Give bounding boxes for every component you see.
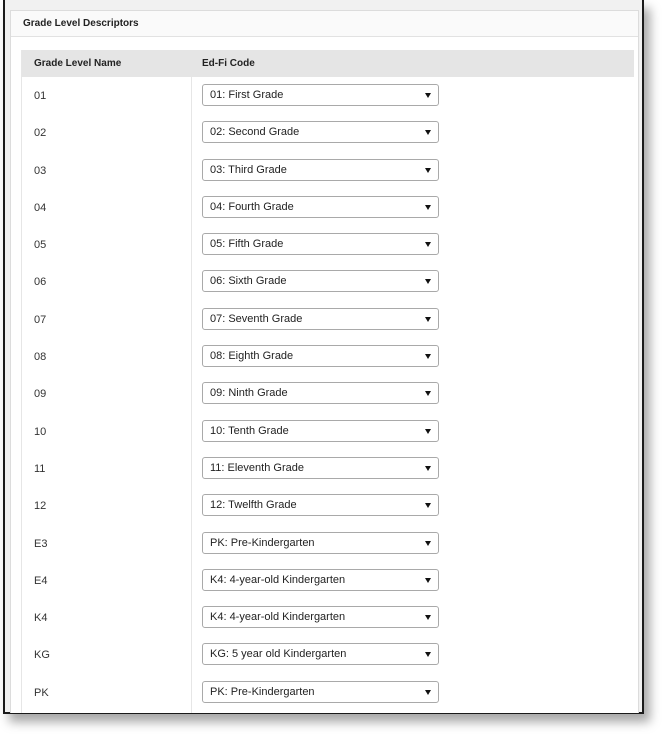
ed-fi-code-selected-value: KG: 5 year old Kindergarten	[210, 648, 347, 661]
ed-fi-code-dropdown[interactable]	[202, 159, 439, 181]
grade-level-name: 11	[34, 462, 46, 475]
chevron-down-icon	[425, 578, 431, 583]
chevron-down-icon	[425, 615, 431, 620]
ed-fi-code-selected-value: PK: Pre-Kindergarten	[210, 685, 315, 698]
column-header-ed-fi-code: Ed-Fi Code	[202, 58, 255, 69]
chevron-down-icon	[425, 93, 431, 98]
chevron-down-icon	[425, 466, 431, 471]
ed-fi-code-dropdown[interactable]	[202, 270, 439, 292]
chevron-down-icon	[425, 168, 431, 173]
grade-level-name: 09	[34, 388, 47, 401]
grade-level-name: KG	[34, 649, 50, 662]
window-frame	[3, 0, 644, 714]
ed-fi-code-selected-value: K4: 4-year-old Kindergarten	[210, 573, 346, 586]
grade-level-name: 02	[34, 127, 47, 140]
chevron-down-icon	[425, 652, 431, 657]
chevron-down-icon	[425, 541, 431, 546]
table-row	[22, 450, 634, 487]
table-row	[22, 525, 634, 562]
ed-fi-code-dropdown[interactable]	[202, 382, 439, 404]
table-row	[22, 77, 634, 114]
grade-level-name: E3	[34, 537, 48, 550]
table-body	[22, 77, 634, 711]
ed-fi-code-selected-value: 10: Tenth Grade	[210, 424, 289, 437]
ed-fi-code-dropdown[interactable]	[202, 233, 439, 255]
ed-fi-code-selected-value: 04: Fourth Grade	[210, 200, 294, 213]
chevron-down-icon	[425, 503, 431, 508]
grade-level-name: 06	[34, 276, 47, 289]
ed-fi-code-dropdown[interactable]	[202, 457, 439, 479]
table-row	[22, 301, 634, 338]
ed-fi-code-dropdown[interactable]	[202, 345, 439, 367]
ed-fi-code-dropdown[interactable]	[202, 681, 439, 703]
grade-level-name: 05	[34, 239, 47, 252]
ed-fi-code-selected-value: 05: Fifth Grade	[210, 238, 284, 251]
grade-level-name: E4	[34, 574, 48, 587]
table-header	[22, 50, 634, 77]
chevron-down-icon	[425, 391, 431, 396]
ed-fi-code-dropdown[interactable]	[202, 308, 439, 330]
ed-fi-code-dropdown[interactable]	[202, 84, 439, 106]
grade-level-name: 08	[34, 351, 47, 364]
ed-fi-code-selected-value: 02: Second Grade	[210, 126, 300, 139]
table-row	[22, 226, 634, 263]
table-row	[22, 152, 634, 189]
ed-fi-code-dropdown[interactable]	[202, 643, 439, 665]
ed-fi-code-selected-value: 09: Ninth Grade	[210, 387, 288, 400]
table-row	[22, 413, 634, 450]
table-row	[22, 338, 634, 375]
grade-level-name: 07	[34, 313, 47, 326]
ed-fi-code-selected-value: PK: Pre-Kindergarten	[210, 536, 315, 549]
table-row	[22, 674, 634, 711]
ed-fi-code-selected-value: 08: Eighth Grade	[210, 350, 294, 363]
ed-fi-code-selected-value: K4: 4-year-old Kindergarten	[210, 611, 346, 624]
descriptor-table	[21, 50, 634, 713]
chevron-down-icon	[425, 205, 431, 210]
ed-fi-code-dropdown[interactable]	[202, 569, 439, 591]
chevron-down-icon	[425, 317, 431, 322]
ed-fi-code-dropdown[interactable]	[202, 121, 439, 143]
ed-fi-code-selected-value: 07: Seventh Grade	[210, 312, 303, 325]
chevron-down-icon	[425, 429, 431, 434]
table-row	[22, 189, 634, 226]
table-row	[22, 562, 634, 599]
table-row	[22, 487, 634, 524]
ed-fi-code-selected-value: 06: Sixth Grade	[210, 275, 287, 288]
grade-level-name: 01	[34, 90, 47, 102]
panel-title: Grade Level Descriptors	[11, 11, 638, 37]
grade-level-name: 10	[34, 425, 47, 438]
grade-level-name: 04	[34, 201, 47, 214]
grade-level-descriptors-panel	[10, 10, 639, 713]
grade-level-name: 03	[34, 164, 47, 177]
chevron-down-icon	[425, 242, 431, 247]
grade-level-name: 12	[34, 500, 47, 513]
column-header-grade-level-name: Grade Level Name	[34, 58, 122, 69]
ed-fi-code-dropdown[interactable]	[202, 532, 439, 554]
chevron-down-icon	[425, 130, 431, 135]
chevron-down-icon	[425, 354, 431, 359]
table-row	[22, 114, 634, 151]
grade-level-name: K4	[34, 612, 48, 625]
ed-fi-code-dropdown[interactable]	[202, 494, 439, 516]
ed-fi-code-dropdown[interactable]	[202, 196, 439, 218]
ed-fi-code-selected-value: 12: Twelfth Grade	[210, 499, 297, 512]
ed-fi-code-dropdown[interactable]	[202, 420, 439, 442]
table-row	[22, 375, 634, 412]
grade-level-name: PK	[34, 686, 49, 699]
ed-fi-code-dropdown[interactable]	[202, 606, 439, 628]
table-row	[22, 599, 634, 636]
ed-fi-code-selected-value: 01: First Grade	[210, 89, 284, 101]
chevron-down-icon	[425, 690, 431, 695]
ed-fi-code-selected-value: 11: Eleventh Grade	[210, 461, 304, 474]
table-row	[22, 636, 634, 673]
chevron-down-icon	[425, 279, 431, 284]
table-row	[22, 263, 634, 300]
ed-fi-code-selected-value: 03: Third Grade	[210, 163, 287, 176]
